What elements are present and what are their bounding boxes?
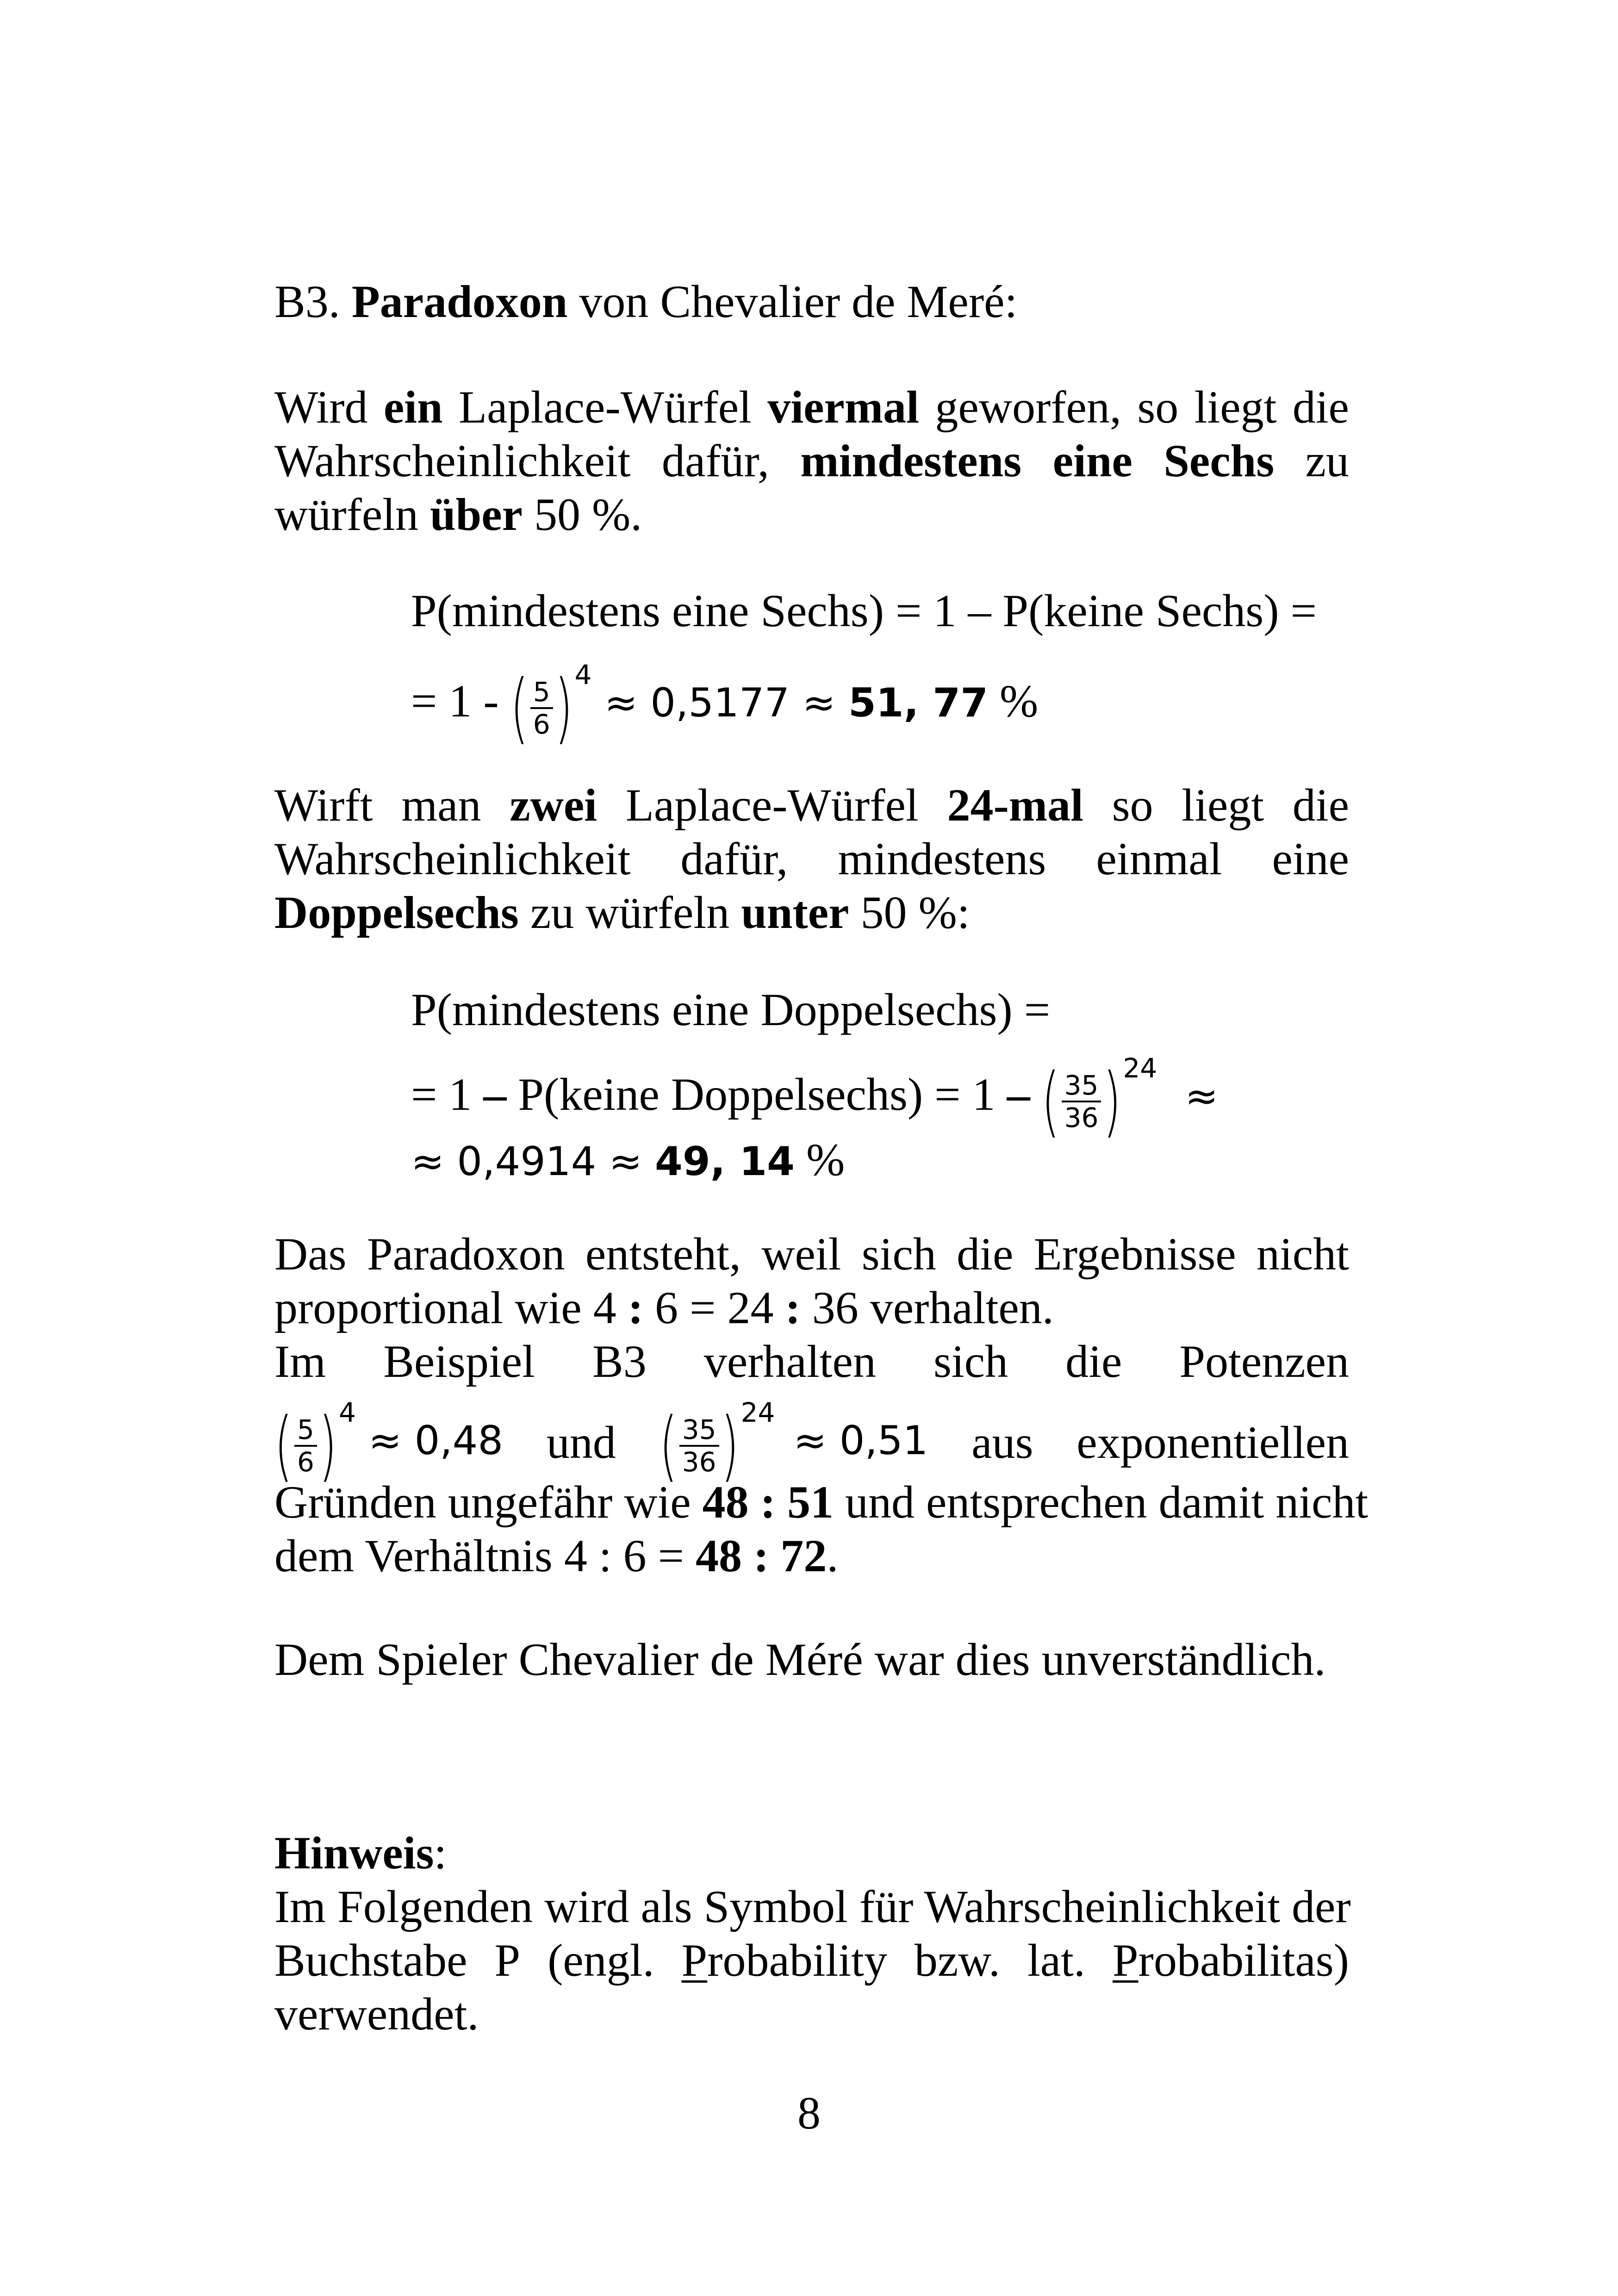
para3-line4: ( $\frac{5}{6}$ )$^4$ ≈ 0,48 und ( $\frac{35}{36}$ )$^{24}$≈ 0,51 aus exponentiellen [274, 1397, 1349, 1490]
note-line2: Buchstabe P (engl. Probability bzw. lat. Probabilitas) [274, 1935, 1349, 1986]
formula2-line3: ≈ 0,4914 ≈ 49, 14 % [411, 1134, 845, 1185]
heading-bold: Paradoxon [351, 276, 568, 327]
para2-line3: Doppelsechs zu würfeln unter 50 %: [274, 887, 970, 938]
fraction-35-36: ( $\frac{35}{36}$ ) [1041, 1056, 1121, 1146]
note-line3: verwendet. [274, 1988, 479, 2040]
page-number: 8 [797, 2087, 821, 2139]
formula1-line1: P(mindestens eine Sechs) = 1 – P(keine Sechs) = [411, 585, 1317, 636]
note-line1: Im Folgenden wird als Symbol für Wahrscheinlichkeit der [274, 1881, 1351, 1932]
para2-line1: Wirft man zwei Laplace-Würfel 24-mal so liegt die [274, 779, 1349, 831]
fraction-35-36-small: ( $\frac{35}{36}$ ) [659, 1400, 739, 1490]
formula1-line2: = 1 - ( $\frac{5}{6}$ )$^4$ ≈ 0,5177 ≈ 51, 77 % [411, 659, 1039, 753]
para3-line1: Das Paradoxon entsteht, weil sich die Ergebnisse nicht [274, 1228, 1349, 1280]
para1-line2: Wahrscheinlichkeit dafür, mindestens eine Sechs zu [274, 435, 1349, 486]
note-label: Hinweis: [274, 1827, 447, 1879]
para3-line5: Gründen ungefähr wie 48 : 51 und entsprechen damit nicht [274, 1476, 1369, 1528]
para3-line6: dem Verhältnis 4 : 6 = 48 : 72. [274, 1530, 839, 1581]
fraction-5-6-small: ( $\frac{5}{6}$ ) [274, 1400, 337, 1490]
section-heading: B3. Paradoxon von Chevalier de Meré: [274, 276, 1018, 327]
para3-line3: Im Beispiel B3 verhalten sich die Potenzen [274, 1336, 1349, 1387]
para1-line1: Wird ein Laplace-Würfel viermal geworfen, so liegt die [274, 381, 1349, 433]
para2-line2: Wahrscheinlichkeit dafür, mindestens einmal eine [274, 833, 1349, 884]
para3-line2: proportional wie 4 : 6 = 24 : 36 verhalten. [274, 1282, 1054, 1333]
para1-line3: würfeln über 50 %. [274, 489, 642, 540]
fraction-5-6: ( $\frac{5}{6}$ ) [510, 663, 573, 753]
formula2-line1: P(mindestens eine Doppelsechs) = [411, 984, 1051, 1035]
para4: Dem Spieler Chevalier de Méré war dies unverständlich. [274, 1634, 1326, 1685]
formula2-line2: = 1 – P(keine Doppelsechs) = 1 – ( $\frac{35}{36}$ )$^{24}$≈ [411, 1052, 1219, 1146]
